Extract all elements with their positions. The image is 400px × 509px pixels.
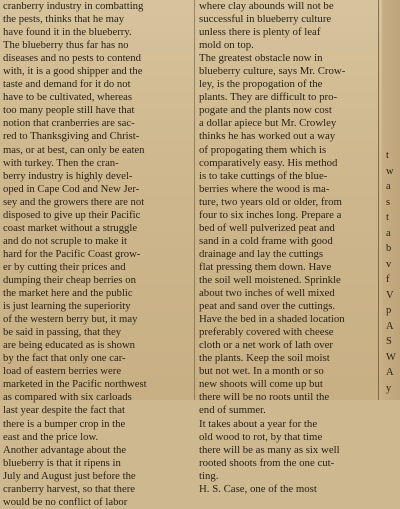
article-line: and do not scruple to make it: [3, 234, 128, 247]
article-line: pogate and the plants now cost: [199, 104, 332, 117]
article-line: too many people still have that: [3, 104, 135, 117]
adjacent-column-letter: f: [386, 274, 390, 285]
article-line: but not wet. In a month or so: [199, 365, 324, 378]
article-line: as compared with six carloads: [3, 391, 132, 404]
adjacent-column-letter: A: [386, 367, 394, 378]
adjacent-column-letter: S: [386, 336, 392, 347]
article-line: Another advantage about the: [3, 443, 127, 456]
article-line: peat and sand over the cuttings.: [199, 300, 336, 313]
article-line: mold on top.: [199, 39, 254, 52]
article-line: four to six inches long. Prepare a: [199, 208, 342, 221]
adjacent-column-letter: a: [386, 181, 391, 192]
article-line: preferably covered with cheese: [199, 326, 334, 339]
article-line: blueberry is that it ripens in: [3, 456, 121, 469]
adjacent-column-letter: b: [386, 243, 392, 254]
article-line: the market here and the public: [3, 287, 133, 300]
article-line: It takes about a year for the: [199, 417, 318, 430]
article-line: plants. They are difficult to pro-: [199, 91, 338, 104]
adjacent-column-letter: p: [386, 305, 392, 316]
article-line: thinks he has worked out a way: [199, 130, 336, 143]
article-line: oped in Cape Cod and New Jer-: [3, 182, 140, 195]
article-line: new shoots will come up but: [199, 378, 323, 391]
article-line: successful in blueberry culture: [199, 13, 332, 26]
article-line: a dollar apiece but Mr. Crowley: [199, 117, 337, 130]
article-line: July and August just before the: [3, 469, 136, 482]
article-line: there will be as many as six well: [199, 443, 340, 456]
adjacent-column-edge: [382, 0, 400, 400]
article-line: ture, two years old or older, from: [199, 195, 342, 208]
article-line: drainage and lay the cuttings: [199, 247, 324, 260]
article-column-right: [199, 0, 375, 496]
article-line: marketed in the Pacific northwest: [3, 378, 147, 391]
article-line: The blueberry thus far has no: [3, 39, 129, 52]
article-column-left: [3, 0, 195, 509]
article-line: unless there is plenty of leaf: [199, 26, 321, 39]
article-line: red to Thanksgiving and Christ-: [3, 130, 140, 143]
article-line: taste and demand for it do not: [3, 78, 131, 91]
article-line: coast market without a struggle: [3, 221, 138, 234]
article-line: there will be no roots until the: [199, 391, 330, 404]
article-line: diseases and no pests to contend: [3, 52, 141, 65]
article-line: The greatest obstacle now in: [199, 52, 323, 65]
article-line: cloth or a net work of lath over: [199, 339, 334, 352]
article-line: of the western berry but, it may: [3, 313, 138, 326]
article-line: last year despite the fact that: [3, 404, 125, 417]
article-line: disposed to give up their Pacific: [3, 208, 141, 221]
adjacent-column-letter: a: [386, 227, 391, 239]
article-line: hard for the Pacific Coast grow-: [3, 247, 141, 260]
article-line: would be no conflict of labor: [3, 495, 128, 508]
article-line: ley, is the propogation of the: [199, 78, 323, 91]
article-line: sand in a cold frame with good: [199, 234, 333, 247]
article-line: the pests, thinks that he may: [3, 13, 125, 26]
article-line: cranberry industry in combatting: [3, 0, 144, 12]
adjacent-column-letter: w: [386, 165, 394, 177]
article-line: old wood to rot, by that time: [199, 430, 323, 443]
article-line: the soil well moistened. Sprinkle: [199, 273, 341, 286]
adjacent-column-letter: s: [386, 196, 391, 208]
article-line: berry industry is highly devel-: [3, 169, 133, 182]
adjacent-column-letter: W: [386, 351, 396, 363]
adjacent-column-letter: A: [386, 320, 394, 332]
adjacent-column-letter: t: [386, 150, 389, 161]
article-line: berries where the wood is ma-: [199, 182, 330, 195]
article-line: blueberry culture, says Mr. Crow-: [199, 65, 346, 78]
article-line: bed of well pulverized peat and: [199, 221, 335, 234]
article-line: about two inches of well mixed: [199, 287, 335, 300]
article-line: ting.: [199, 469, 219, 482]
article-line: where clay abounds will not be: [199, 0, 334, 12]
adjacent-column-letter: y: [386, 382, 392, 394]
article-line: load of eastern berries were: [3, 365, 122, 378]
article-line: there is a bumper crop in the: [3, 417, 126, 430]
article-line: Have the bed in a shaded location: [199, 313, 345, 326]
adjacent-column-letter: t: [386, 212, 389, 223]
article-line: comparatively easy. His method: [199, 156, 338, 169]
column-divider: [194, 0, 195, 400]
article-line: is just learning the superiority: [3, 300, 131, 313]
article-line: end of summer.: [199, 404, 266, 417]
article-line: be said in passing, that they: [3, 326, 122, 339]
article-line: have found it in the blueberry.: [3, 26, 132, 39]
article-line: flat pressing them down. Have: [199, 260, 332, 273]
article-line: sey and the growers there are not: [3, 195, 145, 208]
article-line: mas, or at best, can only be eaten: [3, 143, 145, 156]
article-line: dumping their cheap berries on: [3, 273, 136, 286]
article-line: rooted shoots from the one cut-: [199, 456, 335, 469]
column-divider-right: [378, 0, 379, 400]
article-line: cranberry harvest, so that there: [3, 482, 136, 495]
article-line: by the fact that only one car-: [3, 352, 126, 365]
adjacent-column-letter: v: [386, 258, 392, 270]
article-line: er by cutting their prices and: [3, 260, 126, 273]
article-line: the plants. Keep the soil moist: [199, 352, 330, 365]
article-line: with, it is a good shipper and the: [3, 65, 143, 78]
article-line: are being educated as is shown: [3, 339, 136, 352]
adjacent-column-letter: V: [386, 289, 394, 301]
article-line: with turkey. Then the cran-: [3, 156, 119, 169]
article-line: east and the price low.: [3, 430, 99, 443]
article-line: notion that cranberries are sac-: [3, 117, 135, 130]
article-line: H. S. Case, one of the most: [199, 482, 317, 495]
article-line: is to take cuttings of the blue-: [199, 169, 328, 182]
article-line: of propogating them which is: [199, 143, 327, 156]
article-line: have to be cultivated, whereas: [3, 91, 133, 104]
